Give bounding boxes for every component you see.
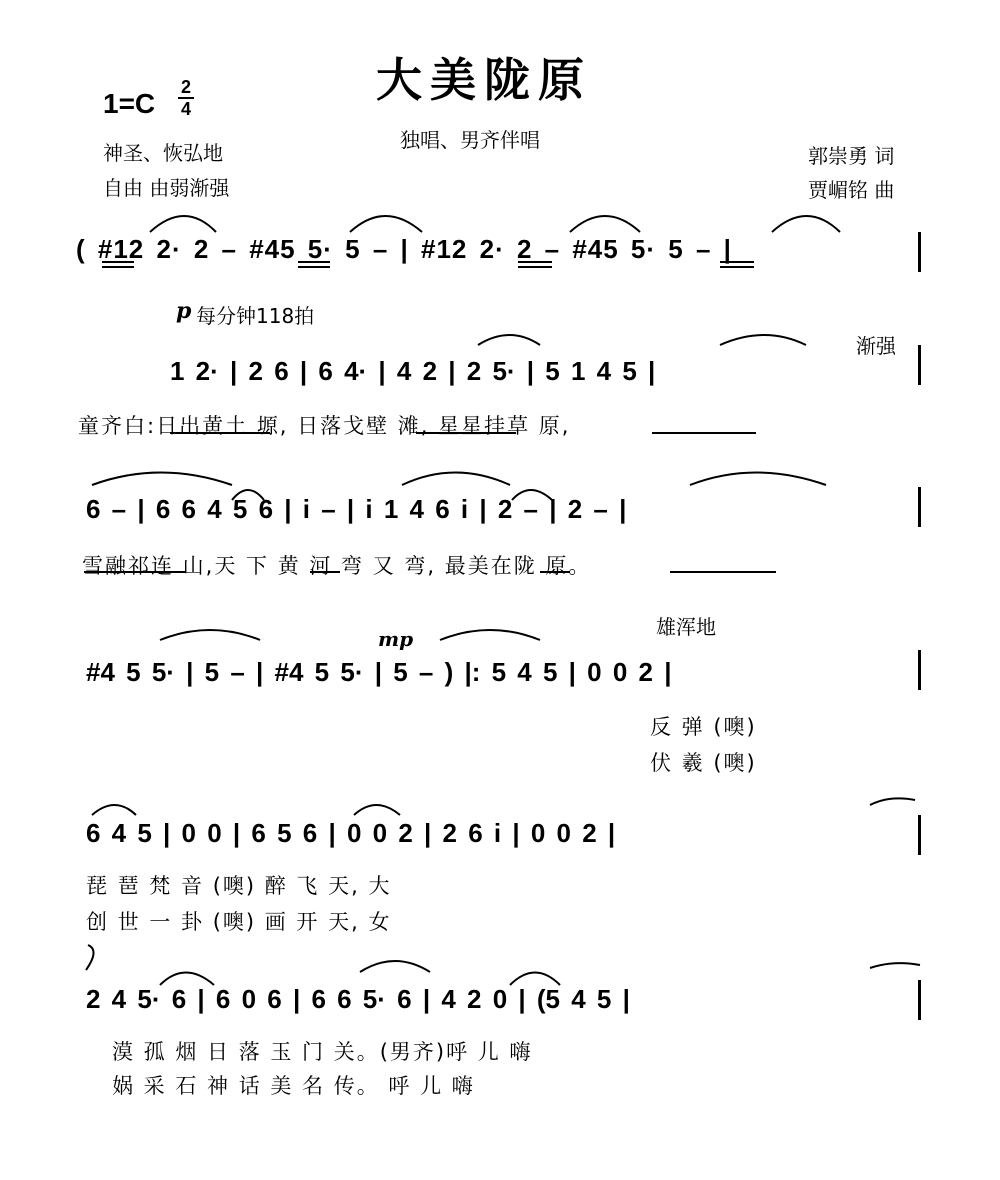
composer: 贾嵋铭 曲 [808, 178, 895, 202]
score-line-4-lyrics-verse1: 反 弹 (噢) [650, 715, 757, 739]
key-signature: 1=C [103, 88, 156, 119]
score-line-3-lyrics: 雪融祁连 山,天 下 黄 河 弯 又 弯, 最美在陇 原。 [82, 554, 592, 578]
score-line-5-notes: 6 4 5 | 0 0 | 6 5 6 | 0 0 2 | 2 6 i | 0 0 2 | [86, 818, 616, 848]
subtitle: 独唱、男齐伴唱 [400, 128, 540, 152]
time-signature-top: 2 [180, 77, 191, 97]
score-line-4-notes: #4 5 5· | 5 – | #4 5 5· | 5 – ) |: 5 4 5 | 0 0 2 | [86, 657, 672, 687]
expression-heroic: 雄浑地 [656, 615, 716, 639]
score-line-6-lyrics-verse2: 娲 采 石 神 话 美 名 传。 呼 儿 嗨 [112, 1074, 475, 1098]
expression-marking: 神圣、恢弘地 [103, 141, 223, 165]
time-signature-bottom: 4 [180, 99, 191, 119]
score-line-3-notes: 6 – | 6 6 4 5 6 | i – | i 1 4 6 i | 2 – | 2 – | [86, 494, 627, 524]
score-line-5-lyrics-verse1: 琵 琶 梵 音 (噢) 醉 飞 天, 大 [86, 874, 392, 898]
score-line-6-lyrics-verse1: 漠 孤 烟 日 落 玉 门 关。(男齐)呼 儿 嗨 [112, 1040, 533, 1064]
score-line-5-lyrics-verse2: 创 世 一 卦 (噢) 画 开 天, 女 [86, 910, 392, 934]
score-line-1-notes: ( #12 2· 2 – #45 5· 5 – | #12 2· 2 – #45 5· 5 – | [76, 234, 732, 264]
score-line-4-lyrics-verse2: 伏 羲 (噢) [650, 751, 757, 775]
tempo-marking: 自由 由弱渐强 [103, 176, 230, 200]
dynamic-marking: p [176, 298, 192, 324]
score-line-2-lyrics: 童齐白:日出黄土 塬, 日落戈壁 滩, 星星挂草 原, [78, 414, 571, 438]
song-title: 大美陇原 [376, 53, 592, 107]
crescendo-marking: 渐强 [856, 334, 896, 358]
dynamic-mp: mp [378, 627, 414, 651]
lyricist: 郭崇勇 词 [808, 144, 895, 168]
score-line-6-notes: 2 4 5· 6 | 6 0 6 | 6 6 5· 6 | 4 2 0 | (5 4 5 | [86, 984, 630, 1014]
tempo-bpm: 每分钟118拍 [196, 304, 315, 328]
score-line-2-notes: 1 2· | 2 6 | 6 4· | 4 2 | 2 5· | 5 1 4 5 | [170, 356, 656, 386]
